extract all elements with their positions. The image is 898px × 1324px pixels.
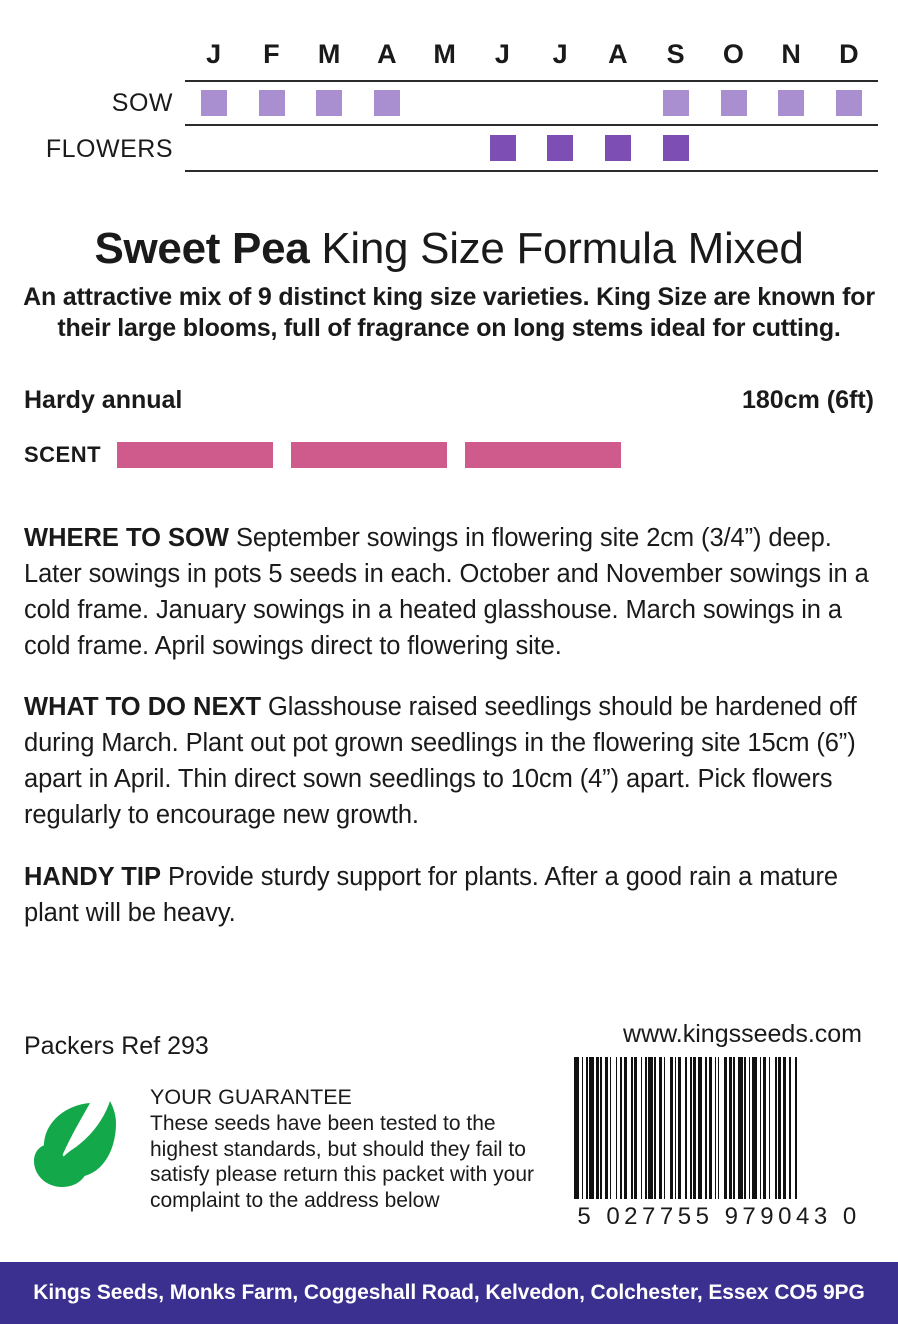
calendar-cell bbox=[705, 82, 763, 124]
calendar-cell bbox=[647, 126, 705, 170]
calendar-cell bbox=[705, 126, 763, 170]
instruction-heading: WHAT TO DO NEXT bbox=[24, 693, 262, 721]
instruction-body: September sowings in flowering site 2cm (3/4”) deep. Later sowings in pots 5 seeds in each. October and November sowings in a cold frame. January sowings in a heated glasshouse. March sowings in a cold frame. April sowings direct to flowering site. bbox=[24, 523, 869, 660]
flower-marker bbox=[605, 135, 631, 161]
calendar-sow-band bbox=[185, 80, 878, 126]
guarantee-title: YOUR GUARANTEE bbox=[150, 1085, 352, 1109]
month-header bbox=[820, 28, 878, 80]
month-header bbox=[532, 28, 590, 80]
barcode bbox=[574, 1057, 864, 1231]
scent-label: SCENT bbox=[24, 442, 102, 467]
month-header bbox=[647, 28, 705, 80]
month-label: J bbox=[552, 39, 569, 69]
calendar-row-sow bbox=[0, 80, 898, 126]
month-header bbox=[589, 28, 647, 80]
sow-marker bbox=[663, 90, 689, 116]
attributes-row bbox=[24, 386, 874, 415]
calendar-cell bbox=[185, 82, 243, 124]
plant-type: Hardy annual bbox=[24, 386, 183, 414]
flower-marker bbox=[663, 135, 689, 161]
calendar-row-flowers bbox=[0, 126, 898, 172]
month-label: A bbox=[608, 39, 629, 69]
sowing-calendar bbox=[0, 28, 898, 172]
empty-marker bbox=[432, 135, 458, 161]
empty-marker bbox=[490, 90, 516, 116]
month-label: M bbox=[433, 39, 457, 69]
product-name-bold: Sweet Pea bbox=[94, 224, 310, 273]
scent-bar bbox=[465, 442, 621, 468]
guarantee-block bbox=[30, 1083, 560, 1213]
calendar-cell bbox=[589, 126, 647, 170]
company-address: Kings Seeds, Monks Farm, Coggeshall Road, Kelvedon, Colchester, Essex CO5 9PG bbox=[33, 1281, 865, 1304]
month-label: S bbox=[666, 39, 686, 69]
flower-marker bbox=[490, 135, 516, 161]
product-subtitle: An attractive mix of 9 distinct king size varieties. King Size are known for their large blooms, full of fragrance on long stems ideal for cutting. bbox=[23, 283, 875, 342]
company-address-bar bbox=[0, 1262, 898, 1324]
calendar-cell bbox=[589, 82, 647, 124]
month-label: M bbox=[317, 39, 341, 69]
calendar-row-label-flowers: FLOWERS bbox=[45, 134, 173, 163]
calendar-cell bbox=[763, 82, 821, 124]
sow-marker bbox=[836, 90, 862, 116]
empty-marker bbox=[259, 135, 285, 161]
scent-bar bbox=[117, 442, 273, 468]
instruction-where-to-sow bbox=[24, 520, 870, 664]
calendar-cell bbox=[474, 126, 532, 170]
month-header bbox=[474, 28, 532, 80]
empty-marker bbox=[316, 135, 342, 161]
calendar-cell bbox=[416, 82, 474, 124]
month-header bbox=[705, 28, 763, 80]
sow-marker bbox=[721, 90, 747, 116]
calendar-header-row bbox=[0, 28, 898, 80]
sow-marker bbox=[778, 90, 804, 116]
calendar-cell bbox=[647, 82, 705, 124]
month-header bbox=[301, 28, 359, 80]
calendar-cell bbox=[416, 126, 474, 170]
calendar-cell bbox=[301, 82, 359, 124]
instruction-body: Provide sturdy support for plants. After a good rain a mature plant will be heavy. bbox=[24, 862, 838, 927]
month-header bbox=[416, 28, 474, 80]
instruction-heading: HANDY TIP bbox=[24, 862, 161, 891]
empty-marker bbox=[721, 135, 747, 161]
guarantee-text-block bbox=[150, 1083, 560, 1213]
guarantee-text: These seeds have been tested to the highest standards, but should they fail to satisfy please return this packet with your complaint to the address below bbox=[150, 1112, 535, 1212]
month-header bbox=[185, 28, 243, 80]
month-label: J bbox=[206, 39, 222, 69]
scent-rating bbox=[24, 442, 621, 468]
month-header bbox=[358, 28, 416, 80]
plant-height: 180cm (6ft) bbox=[742, 386, 874, 414]
instruction-heading: WHERE TO SOW bbox=[24, 523, 229, 552]
sow-marker bbox=[201, 90, 227, 116]
flower-marker bbox=[547, 135, 573, 161]
calendar-flowers-band bbox=[185, 126, 878, 172]
sow-marker bbox=[374, 90, 400, 116]
month-label: A bbox=[377, 39, 398, 69]
calendar-cell bbox=[358, 82, 416, 124]
empty-marker bbox=[605, 90, 631, 116]
calendar-row-label-sow: SOW bbox=[111, 88, 173, 117]
empty-marker bbox=[432, 90, 458, 116]
scent-bar bbox=[291, 442, 447, 468]
calendar-cell bbox=[243, 82, 301, 124]
calendar-cell bbox=[301, 126, 359, 170]
month-label: D bbox=[839, 39, 860, 69]
instruction-what-to-do-next bbox=[24, 689, 870, 833]
page-title bbox=[0, 222, 898, 276]
barcode-digits: 5 027755 979043 0 bbox=[577, 1203, 861, 1230]
barcode-bars bbox=[574, 1057, 864, 1199]
calendar-month-headers bbox=[185, 28, 878, 80]
month-header bbox=[243, 28, 301, 80]
sow-marker bbox=[316, 90, 342, 116]
product-name-rest: King Size Formula Mixed bbox=[309, 224, 804, 273]
calendar-cell bbox=[532, 126, 590, 170]
instruction-body: Glasshouse raised seedlings should be hardened off during March. Plant out pot grown seedlings in the flowering site 15cm (6”) apart in April. Thin direct sown seedlings to 10cm (4”) apart. Pick flowers regularly to encourage new growth. bbox=[24, 693, 857, 829]
calendar-cell bbox=[532, 82, 590, 124]
title-block bbox=[0, 222, 898, 344]
calendar-cell bbox=[243, 126, 301, 170]
calendar-cell bbox=[474, 82, 532, 124]
instruction-handy-tip bbox=[24, 859, 870, 931]
scent-bars bbox=[117, 442, 621, 468]
packers-ref: Packers Ref 293 bbox=[24, 1032, 209, 1060]
empty-marker bbox=[547, 90, 573, 116]
calendar-cell bbox=[185, 126, 243, 170]
calendar-cell bbox=[820, 82, 878, 124]
empty-marker bbox=[374, 135, 400, 161]
empty-marker bbox=[201, 135, 227, 161]
calendar-cell bbox=[358, 126, 416, 170]
instructions bbox=[24, 494, 870, 950]
website-url[interactable]: www.kingsseeds.com bbox=[623, 1020, 862, 1048]
empty-marker bbox=[836, 135, 862, 161]
sow-marker bbox=[259, 90, 285, 116]
month-label: F bbox=[263, 39, 281, 69]
calendar-cell bbox=[763, 126, 821, 170]
empty-marker bbox=[778, 135, 804, 161]
calendar-cell bbox=[820, 126, 878, 170]
month-header bbox=[763, 28, 821, 80]
month-label: O bbox=[722, 39, 745, 69]
leaf-icon bbox=[30, 1083, 150, 1213]
month-label: J bbox=[494, 39, 511, 69]
month-label: N bbox=[781, 39, 802, 69]
